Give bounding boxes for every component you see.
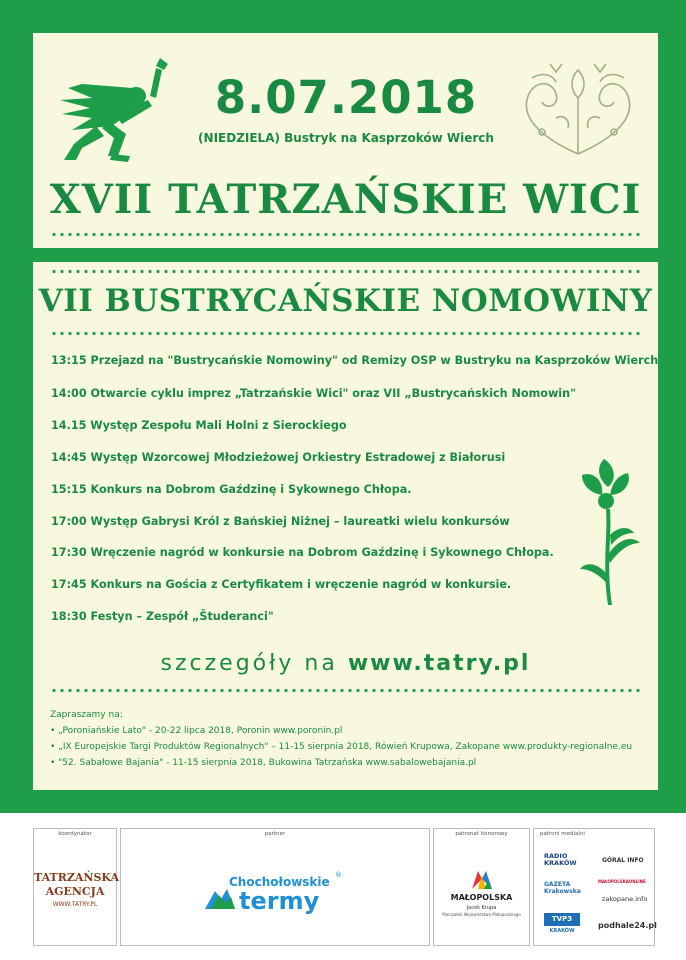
gazeta-krakowska-logo xyxy=(544,881,581,895)
coordinator-label: koordynator xyxy=(58,831,92,837)
media-patrons-box xyxy=(533,828,655,946)
coordinator-box xyxy=(33,828,120,946)
folk-ornament-icon xyxy=(512,58,644,158)
goral-info-logo: GÓRAL INFO xyxy=(602,857,644,864)
podhale24-logo: podhale24.pl xyxy=(598,921,657,930)
schedule-item: 15:15 Konkurs na Dobrom Gaździnę i Sykownego Chłopa. xyxy=(51,483,412,496)
gazeta-line2: Krakowska xyxy=(544,888,581,895)
schedule-item: 17:30 Wręczenie nagród w konkursie na Dobrom Gaździnę i Sykownego Chłopa. xyxy=(51,546,554,559)
invite-heading: Zapraszamy na: xyxy=(50,710,123,720)
schedule-item: 14.15 Występ Zespołu Mali Holni z Sierockiego xyxy=(51,419,347,432)
schedule-item: 13:15 Przejazd na "Bustrycańskie Nomowiny" od Remizy OSP w Bustryku na Kasprzoków Wierch xyxy=(51,354,659,367)
event-date: 8.07.2018 xyxy=(214,71,478,124)
patron-role: Marszałek Województwa Małopolskiego xyxy=(442,912,521,917)
dotted-divider xyxy=(50,331,642,336)
dotted-divider xyxy=(50,269,642,274)
schedule-item: 18:30 Festyn – Zespół „Študeranci" xyxy=(51,610,274,623)
radio-krakow-line2: KRAKÓW xyxy=(544,859,577,867)
media-label: patroni medialni xyxy=(540,831,585,837)
tatrzanska-logo-line1: TATRZAŃSKA xyxy=(34,871,120,884)
dotted-divider xyxy=(50,688,642,693)
tatrzanska-logo-url: WWW.TATRY.PL xyxy=(52,901,98,908)
partner-box xyxy=(120,828,430,946)
event-dateline: (NIEDZIELA) Bustryk na Kasprzoków Wierch xyxy=(198,131,494,145)
tvp3-city: KRAKÓW xyxy=(549,928,575,934)
schedule-item: 14:45 Występ Wzorcowej Młodzieżowej Orkiestry Estradowej z Białorusi xyxy=(51,451,506,464)
malopolska-name: MAŁOPOLSKA xyxy=(450,893,513,902)
malopolska-emblem-icon xyxy=(470,867,494,891)
termy-brand-top: Chochołowskie xyxy=(229,875,330,889)
details-prefix: szczegóły na xyxy=(160,651,338,676)
termy-reg-mark: ® xyxy=(335,871,342,879)
details-url[interactable]: www.tatry.pl xyxy=(347,651,531,676)
invite-item: • "52. Sabałowe Bajania" - 11-15 sierpnia 2018, Bukowina Tatrzańska www.sabalowebajania.pl xyxy=(50,758,477,768)
honorary-label: patronat honorowy xyxy=(455,831,508,837)
zakopane-info-logo: zakopane.info xyxy=(602,895,648,903)
partner-label: partner xyxy=(264,831,286,837)
honorary-patron-box xyxy=(433,828,530,946)
running-figure-icon xyxy=(52,56,180,166)
gazeta-line1: GAZETA xyxy=(544,881,571,888)
details-link[interactable] xyxy=(33,651,658,676)
tvp3-logo: TVP3 xyxy=(544,913,580,926)
malopolska-online-logo: MAŁOPOLSKAONLINE xyxy=(598,879,646,884)
termy-brand-bottom: termy xyxy=(239,887,320,915)
program-title: VII BUSTRYCAŃSKIE NOMOWINY xyxy=(38,283,653,319)
schedule-item: 17:45 Konkurs na Gościa z Certyfikatem i wręczenie nagród w konkursie. xyxy=(51,578,512,591)
tatrzanska-logo-line2: AGENCJA xyxy=(45,885,105,898)
schedule-item: 17:00 Występ Gabrysi Król z Bańskiej Niżnej – laureatki wielu konkursów xyxy=(51,515,510,528)
schedule-item: 14:00 Otwarcie cyklu imprez „Tatrzańskie Wici" oraz VII „Bustrycańskich Nomowin" xyxy=(51,387,576,400)
folk-flower-icon xyxy=(578,455,644,615)
dotted-divider xyxy=(50,232,642,237)
radio-krakow-line1: RADIO xyxy=(544,852,568,860)
radio-krakow-logo xyxy=(544,853,577,867)
invite-item: • „Poroniańskie Lato" - 20-22 lipca 2018, Poronin www.poronin.pl xyxy=(50,726,343,736)
patron-person: Jacek Krupa xyxy=(466,905,497,911)
invite-item: • „IX Europejskie Targi Produktów Regionalnych" – 11-15 sierpnia 2018, Rówień Krupowa, Zakopane www.produkty-regionalne.eu xyxy=(50,742,633,752)
festival-title: XVII TATRZAŃSKIE WICI xyxy=(49,176,642,223)
